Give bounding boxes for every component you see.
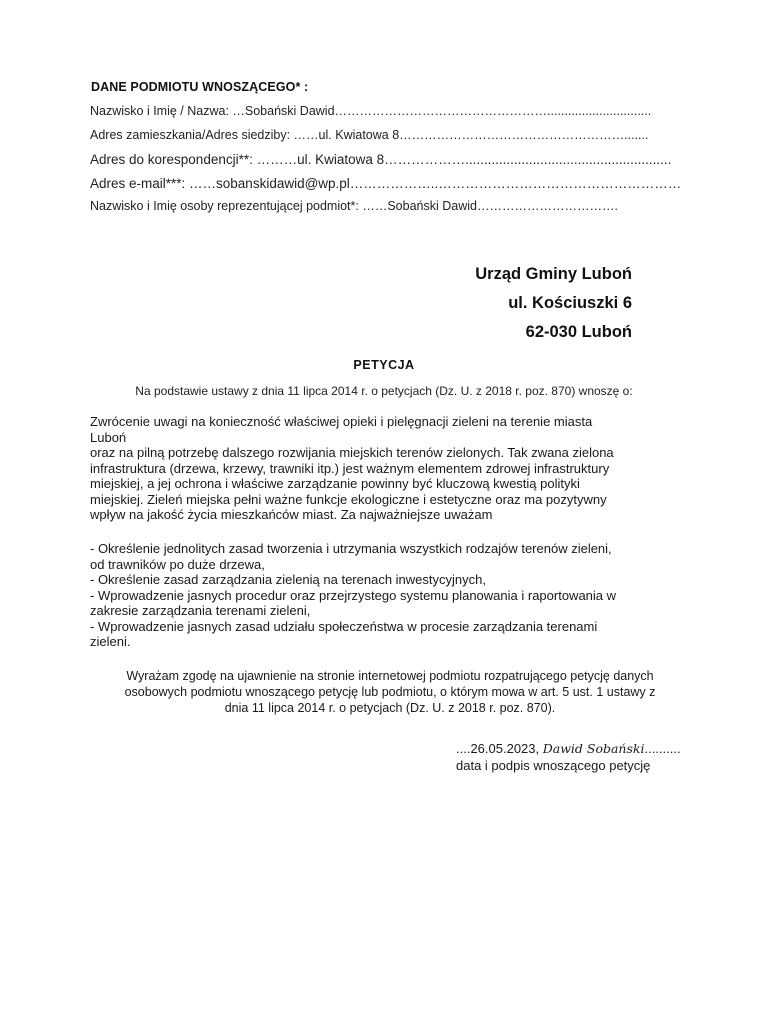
consent-line: Wyrażam zgodę na ujawnienie na stronie internetowej podmiotu rozpatrującego petycję danych	[126, 669, 654, 683]
sender-address-line: Adres zamieszkania/Adres siedziby: ……ul. Kwiatowa 8……………………………………………….......	[90, 128, 649, 142]
addressee-office: Urząd Gminy Luboń	[475, 265, 632, 283]
signature-line	[456, 740, 681, 757]
handwritten-signature: Dawid Sobański	[542, 741, 645, 756]
paragraph-line: wpływ na jakość życia mieszkańców miast. Za najważniejsze uważam	[90, 507, 493, 522]
list-line: zieleni.	[90, 634, 131, 649]
list-line: od trawników po duże drzewa,	[90, 556, 265, 572]
sender-name-line: Nazwisko i Imię / Nazwa: …Sobański Dawid……………………………………………..............................	[90, 104, 652, 118]
list-line: - Określenie jednolitych zasad tworzenia i utrzymania wszystkich rodzajów terenów zieleni,	[90, 541, 612, 556]
sender-heading: DANE PODMIOTU WNOSZĄCEGO* :	[91, 80, 309, 94]
sender-correspondence-line: Adres do korespondencji**: ………ul. Kwiatowa 8……………….......................................................	[90, 152, 672, 167]
paragraph-line: miejskiej, a jej ochrona i właściwe zarządzanie powinny być kluczową kwestią polityki	[90, 476, 580, 491]
signature-date: ....26.05.2023,	[456, 741, 543, 756]
paragraph-line: Luboń	[90, 429, 127, 445]
signature-caption: data i podpis wnoszącego petycję	[456, 758, 651, 773]
petition-paragraph	[90, 414, 690, 523]
consent-line: osobowych podmiotu wnoszącego petycję lub podmiotu, o którym mowa w art. 5 ust. 1 ustawy z	[124, 685, 656, 699]
document-title: PETYCJA	[353, 358, 415, 372]
list-line: - Wprowadzenie jasnych zasad udziału społeczeństwa w procesie zarządzania terenami	[90, 618, 598, 634]
sender-email-line: Adres e-mail***: ……sobanskidawid@wp.pl………………..………………………………………………	[90, 176, 682, 191]
paragraph-line: Zwrócenie uwagi na konieczność właściwej opieki i pielęgnacji zieleni na terenie miasta	[90, 414, 593, 429]
paragraph-line: infrastruktura (drzewa, krzewy, trawniki itp.) jest ważnym elementem zdrowej infrastruktury	[90, 460, 610, 476]
signature-block	[456, 740, 681, 774]
signature-dots: ..........	[644, 741, 681, 756]
consent-statement	[80, 668, 700, 716]
document-intro: Na podstawie ustawy z dnia 11 lipca 2014 r. o petycjach (Dz. U. z 2018 r. poz. 870) wnoszę o:	[135, 384, 633, 398]
addressee-street: ul. Kościuszki 6	[508, 294, 632, 312]
sender-representative-line: Nazwisko i Imię osoby reprezentującej podmiot*: ……Sobański Dawid…………………………….	[90, 199, 618, 213]
paragraph-line: miejskiej. Zieleń miejska pełni ważne funkcje ekologiczne i estetyczne oraz ma pozytywny	[90, 491, 607, 507]
addressee-postal-city: 62-030 Luboń	[525, 323, 632, 341]
addressee-block	[475, 260, 632, 347]
petition-list	[90, 541, 690, 650]
list-line: - Określenie zasad zarządzania zielenią na terenach inwestycyjnych,	[90, 572, 486, 587]
list-line: - Wprowadzenie jasnych procedur oraz przejrzystego systemu planowania i raportowania w	[90, 587, 617, 603]
consent-line: dnia 11 lipca 2014 r. o petycjach (Dz. U. z 2018 r. poz. 870).	[224, 701, 556, 715]
paragraph-line: oraz na pilną potrzebę dalszego rozwijania miejskich terenów zielonych. Tak zwana zielona	[90, 445, 614, 460]
list-line: zakresie zarządzania terenami zieleni,	[90, 603, 311, 618]
